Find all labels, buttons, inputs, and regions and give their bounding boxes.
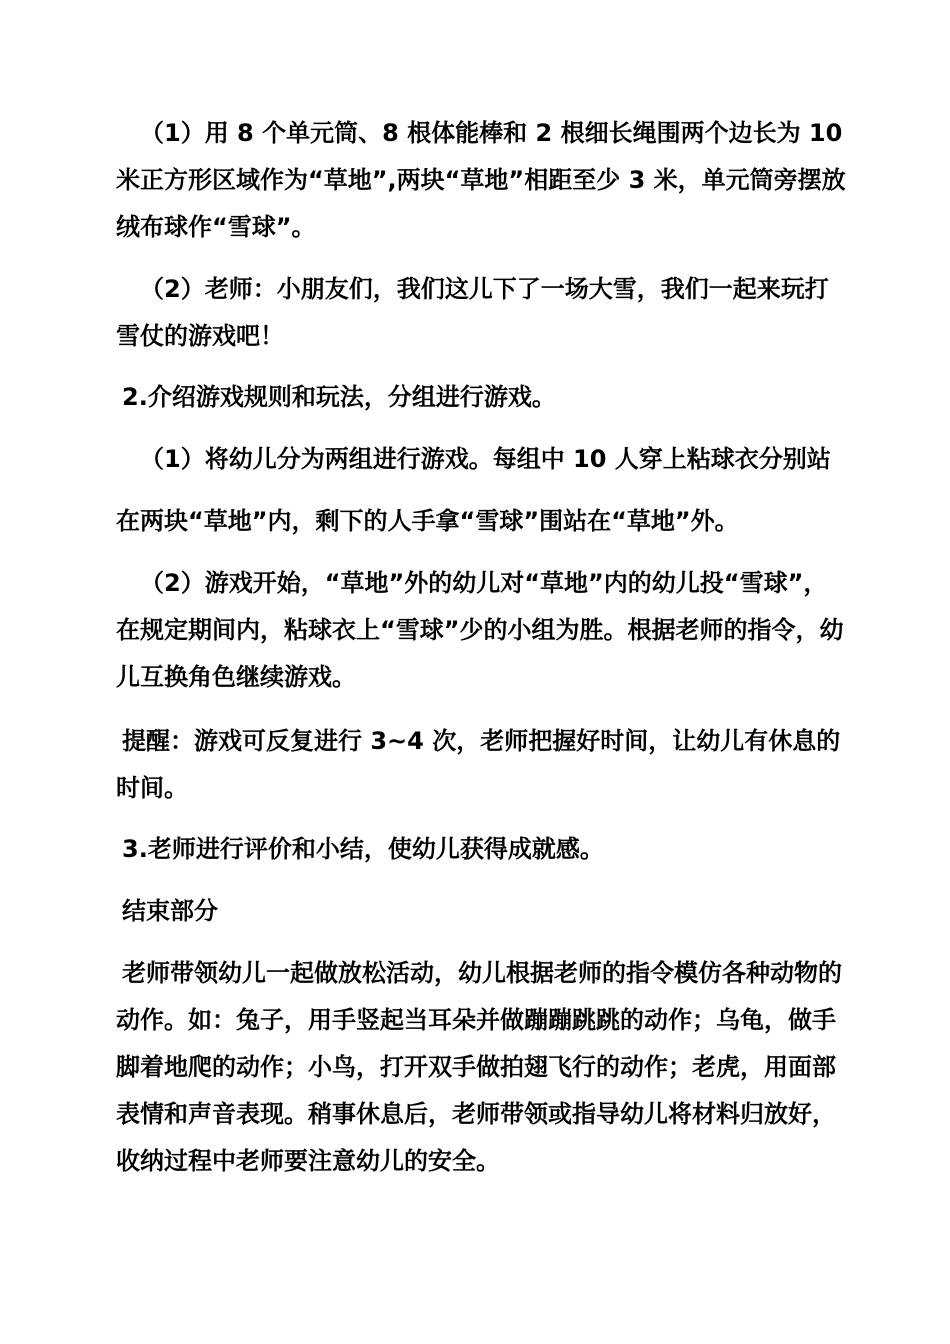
paragraph-setup-area: （1）用 8 个单元筒、8 根体能棒和 2 根细长绳围两个边长为 10 米正方形区域作为“草地”,两块“草地”相距至少 3 米，单元筒旁摆放绒布球作“雪球”。 bbox=[116, 119, 846, 241]
paragraph-relaxation: 老师带领幼儿一起做放松活动，幼儿根据老师的指令模仿各种动物的动作。如：兔子，用手竖起当耳朵并做蹦蹦跳跳的动作；乌龟，做手脚着地爬的动作；小鸟，打开双手做拍翅飞行的动作；老虎，用面部表情和声音表现。稍事休息后，老师带领或指导幼儿将材料归放好，收纳过程中老师要注意幼儿的安全。 bbox=[116, 959, 842, 1175]
section-heading-rules: 2.介绍游戏规则和玩法，分组进行游戏。 bbox=[122, 383, 556, 411]
section-heading-ending: 结束部分 bbox=[122, 897, 218, 925]
paragraph-game-start: （2）游戏开始，“草地”外的幼儿对“草地”内的幼儿投“雪球”，在规定期间内，粘球衣上“雪球”少的小组为胜。根据老师的指令，幼儿互换角色继续游戏。 bbox=[116, 569, 844, 691]
paragraph-reminder: 提醒：游戏可反复进行 3~4 次，老师把握好时间，让幼儿有休息的时间。 bbox=[116, 727, 841, 802]
paragraph-grouping-continued: 在两块“草地”内，剩下的人手拿“雪球”围站在“草地”外。 bbox=[116, 507, 739, 535]
paragraph-grouping: （1）将幼儿分为两组进行游戏。每组中 10 人穿上粘球衣分别站 bbox=[140, 445, 831, 473]
paragraph-teacher-intro: （2）老师：小朋友们，我们这儿下了一场大雪，我们一起来玩打雪仗的游戏吧！ bbox=[116, 275, 829, 350]
section-heading-evaluation: 3.老师进行评价和小结，使幼儿获得成就感。 bbox=[122, 835, 604, 863]
